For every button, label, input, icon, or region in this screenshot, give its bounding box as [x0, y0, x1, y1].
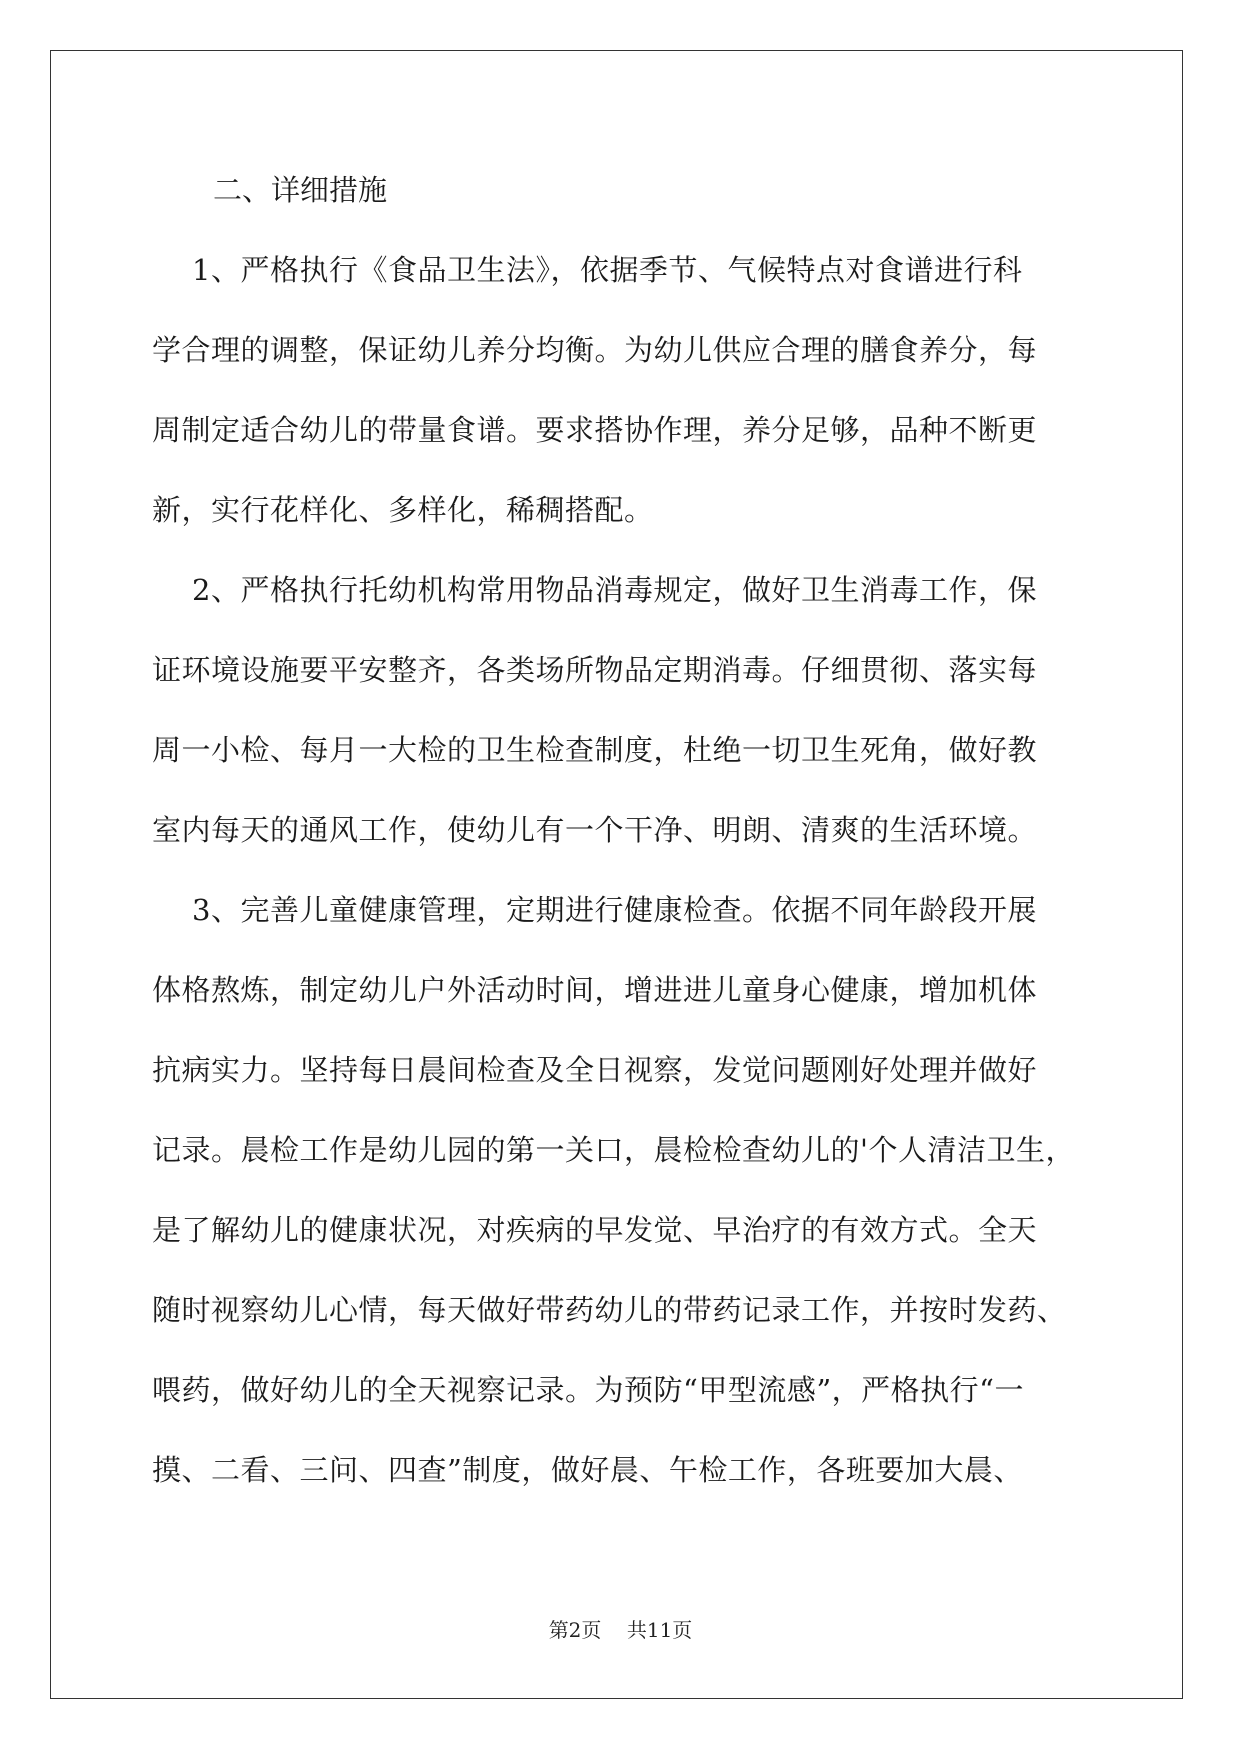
paragraph-3-line-4: 记录。晨检工作是幼儿园的第一关口，晨检检查幼儿的'个人清洁卫生， [152, 1133, 1075, 1167]
paragraph-1-line-3: 周制定适合幼儿的带量食谱。要求搭协作理，养分足够，品种不断更 [152, 413, 1038, 447]
paragraph-3-line-2: 体格熬炼，制定幼儿户外活动时间，增进进儿童身心健康，增加机体 [152, 973, 1038, 1007]
paragraph-2-line-3: 周一小检、每月一大检的卫生检查制度，杜绝一切卫生死角，做好教 [152, 733, 1038, 767]
paragraph-3-line-8: 摸、二看、三问、四查”制度，做好晨、午检工作，各班要加大晨、 [152, 1453, 1023, 1487]
paragraph-1-line-2: 学合理的调整，保证幼儿养分均衡。为幼儿供应合理的膳食养分，每 [152, 333, 1038, 367]
paragraph-3-line-6: 随时视察幼儿心情，每天做好带药幼儿的带药记录工作，并按时发药、 [152, 1293, 1067, 1327]
page-number: 第2页 [548, 1618, 602, 1642]
paragraph-1-line-4: 新，实行花样化、多样化，稀稠搭配。 [152, 493, 654, 527]
paragraph-1-line-1: 1、严格执行《食品卫生法》，依据季节、气候特点对食谱进行科 [192, 253, 1023, 287]
paragraph-3-line-5: 是了解幼儿的健康状况，对疾病的早发觉、早治疗的有效方式。全天 [152, 1213, 1038, 1247]
page-footer [0, 1614, 1241, 1643]
page-total: 共11页 [626, 1618, 693, 1642]
paragraph-3-line-1: 3、完善儿童健康管理，定期进行健康检查。依据不同年龄段开展 [192, 893, 1037, 927]
paragraph-3-line-3: 抗病实力。坚持每日晨间检查及全日视察，发觉问题刚好处理并做好 [152, 1053, 1038, 1087]
document-body [152, 230, 1087, 1510]
paragraph-3-line-7: 喂药，做好幼儿的全天视察记录。为预防“甲型流感”，严格执行“一 [152, 1373, 1024, 1407]
paragraph-2-line-4: 室内每天的通风工作，使幼儿有一个干净、明朗、清爽的生活环境。 [152, 813, 1038, 847]
section-heading: 二、详细措施 [213, 173, 388, 207]
paragraph-2-line-2: 证环境设施要平安整齐，各类场所物品定期消毒。仔细贯彻、落实每 [152, 653, 1038, 687]
paragraph-2-line-1: 2、严格执行托幼机构常用物品消毒规定，做好卫生消毒工作，保 [192, 573, 1037, 607]
